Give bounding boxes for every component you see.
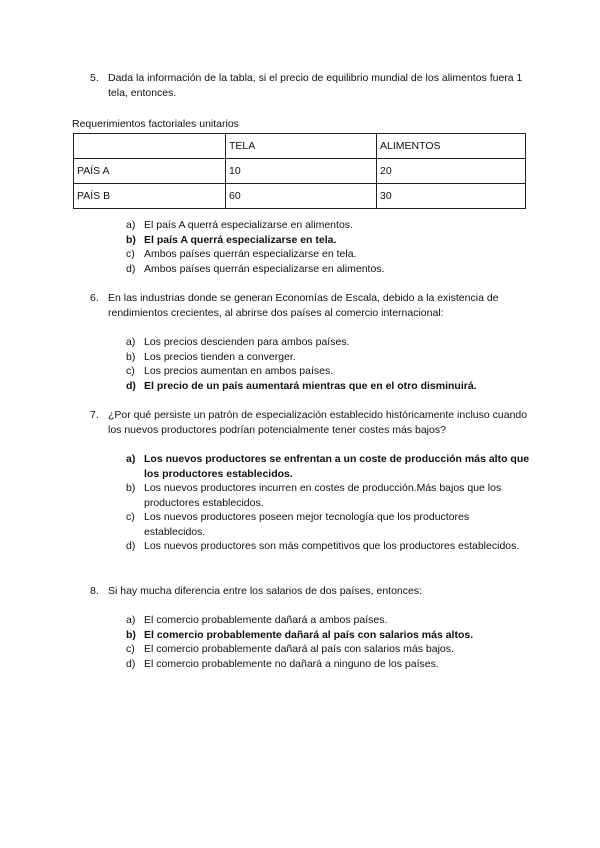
option-text: Ambos países querrán especializarse en tela.: [144, 248, 357, 260]
question-text: Dada la información de la tabla, si el precio de equilibrio mundial de los alimentos fuera 1 tela, entonces.: [108, 72, 523, 99]
question-6: [90, 291, 530, 320]
question-number: 8.: [90, 585, 99, 597]
question-number: 7.: [90, 409, 99, 421]
question-number: 6.: [90, 292, 99, 304]
option-text: El país A querrá especializarse en alimentos.: [144, 219, 353, 231]
table-header-cell: ALIMENTOS: [377, 134, 526, 159]
option-d-correct: [126, 379, 531, 394]
option-letter: c): [126, 511, 135, 523]
option-text: Los nuevos productores incurren en costes de producción.Más bajos que los productores establecidos.: [144, 482, 502, 509]
factor-requirements-table: [73, 133, 526, 209]
option-letter: b): [126, 350, 136, 363]
option-text: Los nuevos productores se enfrentan a un coste de producción más alto que los productores establecidos.: [144, 453, 530, 480]
option-d: [126, 262, 531, 277]
question-5-options: [126, 218, 531, 276]
table-cell: 20: [377, 159, 526, 184]
option-c: [126, 510, 531, 539]
option-c: [126, 364, 531, 379]
question-7-options: [126, 452, 531, 554]
option-text: El país A querrá especializarse en tela.: [144, 233, 337, 246]
question-7: [90, 408, 530, 437]
option-text: Los nuevos productores poseen mejor tecnología que los productores establecidos.: [144, 511, 470, 538]
option-text: El precio de un país aumentará mientras que en el otro disminuirá.: [144, 379, 477, 392]
option-letter: d): [126, 262, 136, 275]
option-letter: b): [126, 482, 136, 494]
table-header-cell: [74, 134, 226, 159]
option-letter: d): [126, 540, 136, 552]
option-letter: c): [126, 643, 135, 655]
question-text: En las industrias donde se generan Economías de Escala, debido a la existencia de rendimientos crecientes, al abrirse dos países al comercio internacional:: [108, 292, 499, 319]
table-header-row: [74, 134, 526, 159]
option-text: El comercio probablemente dañará al país con salarios más altos.: [144, 628, 474, 641]
option-b: [126, 350, 531, 365]
question-number: 5.: [90, 72, 99, 84]
question-5: [90, 71, 530, 100]
table-title: Requerimientos factoriales unitarios: [72, 118, 239, 130]
option-d: [126, 539, 531, 554]
option-c: [126, 642, 531, 657]
option-text: Los precios aumentan en ambos países.: [144, 365, 334, 377]
option-text: Los precios descienden para ambos países.: [144, 336, 350, 348]
table-cell: PAÍS B: [74, 184, 226, 209]
option-letter: b): [126, 628, 136, 641]
question-8: [90, 584, 530, 599]
question-6-options: [126, 335, 531, 393]
option-b-correct: [126, 628, 531, 643]
option-text: Ambos países querrán especializarse en alimentos.: [144, 262, 385, 275]
option-text: El comercio probablemente no dañará a ninguno de los países.: [144, 657, 439, 670]
option-letter: d): [126, 379, 136, 392]
table-cell: PAÍS A: [74, 159, 226, 184]
table-cell: 10: [226, 159, 377, 184]
table-cell: 30: [377, 184, 526, 209]
option-text: El comercio probablemente dañará a ambos países.: [144, 614, 388, 626]
table-header-cell: TELA: [226, 134, 377, 159]
question-text: Si hay mucha diferencia entre los salarios de dos países, entonces:: [108, 585, 423, 597]
option-c: [126, 247, 531, 262]
option-a: [126, 335, 531, 350]
question-8-options: [126, 613, 531, 671]
option-text: Los precios tienden a converger.: [144, 350, 296, 363]
option-letter: c): [126, 365, 135, 377]
option-letter: d): [126, 657, 136, 670]
option-text: El comercio probablemente dañará al país con salarios más bajos.: [144, 643, 454, 655]
option-letter: c): [126, 248, 135, 260]
table-row: [74, 159, 526, 184]
option-a: [126, 218, 531, 233]
option-letter: a): [126, 336, 136, 348]
option-letter: b): [126, 233, 136, 246]
option-b-correct: [126, 233, 531, 248]
table-cell: 60: [226, 184, 377, 209]
table-row: [74, 184, 526, 209]
question-text: ¿Por qué persiste un patrón de especialización establecido históricamente incluso cuando los nuevos productores podrían potencialmente tener costes más bajos?: [108, 409, 528, 436]
option-a: [126, 613, 531, 628]
option-letter: a): [126, 219, 136, 231]
option-letter: a): [126, 614, 136, 626]
option-d: [126, 657, 531, 672]
option-text: Los nuevos productores son más competitivos que los productores establecidos.: [144, 540, 520, 552]
option-b: [126, 481, 531, 510]
option-a-correct: [126, 452, 531, 481]
option-letter: a): [126, 453, 136, 465]
